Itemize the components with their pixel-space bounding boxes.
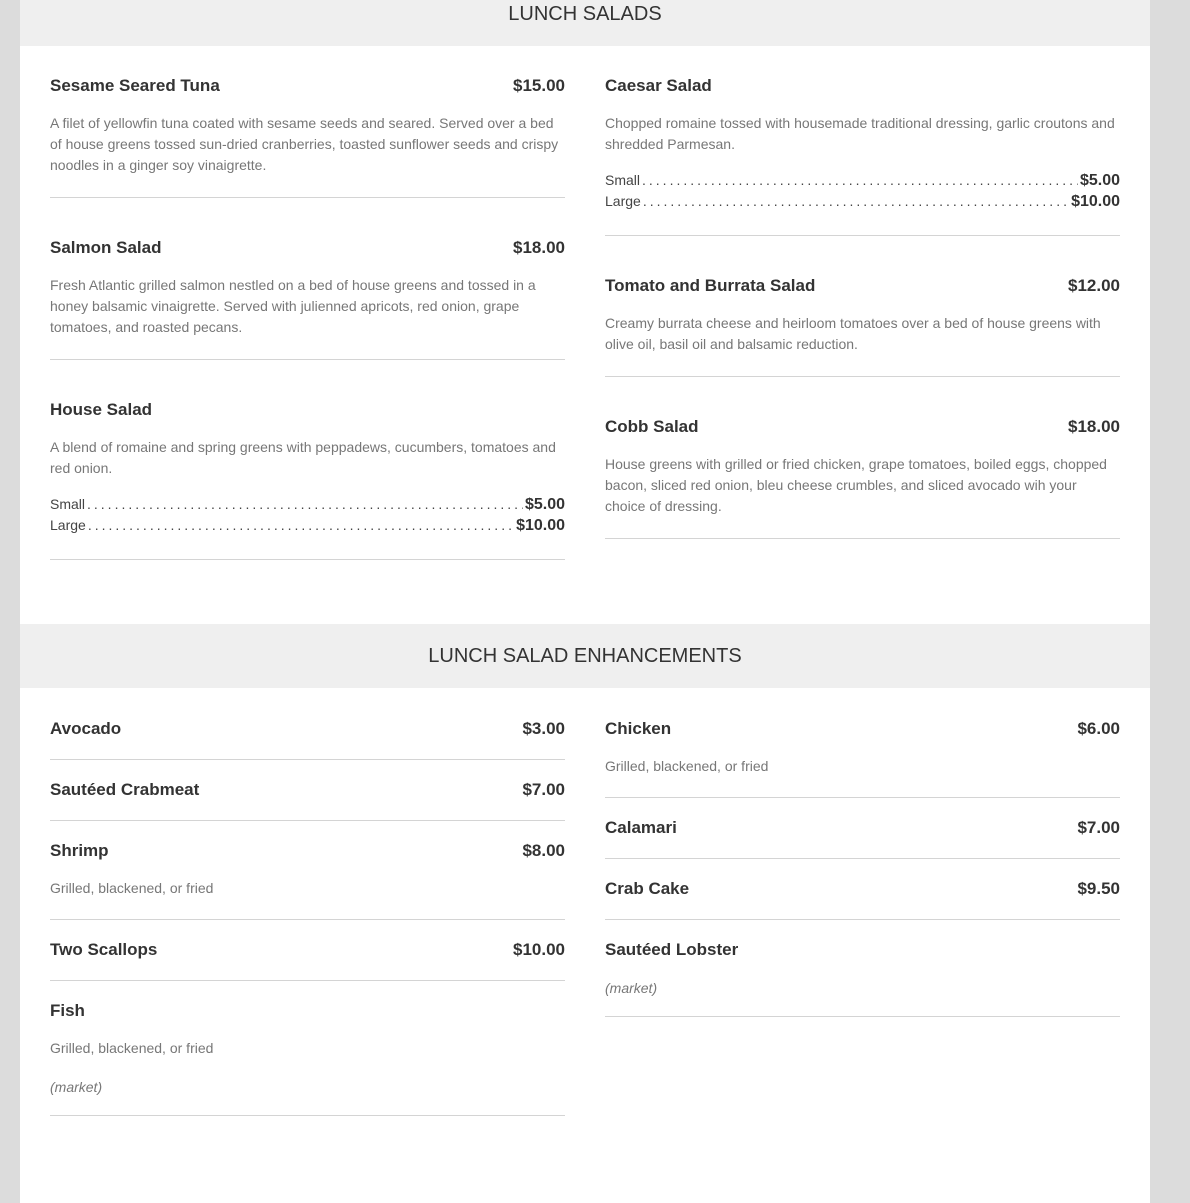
item-price: $18.00 bbox=[513, 238, 565, 257]
menu-item bbox=[50, 76, 565, 198]
size-options bbox=[50, 496, 565, 538]
item-name: Chicken bbox=[605, 719, 672, 738]
menu-item bbox=[50, 390, 565, 560]
menu-item bbox=[605, 940, 1120, 1017]
item-price: $8.00 bbox=[522, 841, 565, 860]
lunch-salads-section bbox=[20, 0, 1150, 590]
item-name: Crab Cake bbox=[605, 879, 690, 898]
item-description: Creamy burrata cheese and heirloom tomatoes over a bed of house greens with olive oil, basil oil and balsamic reduction. bbox=[605, 315, 1101, 352]
item-header bbox=[605, 76, 1120, 96]
size-options bbox=[605, 172, 1120, 214]
item-header bbox=[50, 719, 565, 739]
size-option-row bbox=[50, 496, 565, 517]
item-name: Avocado bbox=[50, 719, 122, 738]
size-price: $10.00 bbox=[516, 517, 565, 534]
item-header bbox=[50, 76, 565, 96]
item-price: $10.00 bbox=[513, 940, 565, 959]
market-price-note: (market) bbox=[605, 980, 658, 996]
item-header bbox=[605, 719, 1120, 739]
item-header bbox=[605, 417, 1120, 437]
item-price: $7.00 bbox=[522, 780, 565, 799]
left-column bbox=[50, 76, 565, 590]
menu-item bbox=[605, 76, 1120, 236]
item-name: Cobb Salad bbox=[605, 417, 699, 436]
market-price-note: (market) bbox=[50, 1079, 103, 1095]
dot-leader bbox=[88, 517, 514, 533]
item-name: House Salad bbox=[50, 400, 153, 419]
right-column bbox=[605, 76, 1120, 590]
item-name: Tomato and Burrata Salad bbox=[605, 276, 816, 295]
item-price: $9.50 bbox=[1077, 879, 1120, 898]
size-price: $10.00 bbox=[1071, 193, 1120, 210]
item-header bbox=[605, 276, 1120, 296]
size-option-row bbox=[605, 193, 1120, 214]
section-title: LUNCH SALAD ENHANCEMENTS bbox=[20, 624, 1150, 688]
item-description: Grilled, blackened, or fried bbox=[605, 758, 769, 774]
size-label: Large bbox=[605, 193, 641, 209]
item-price: $15.00 bbox=[513, 76, 565, 95]
item-price: $18.00 bbox=[1068, 417, 1120, 436]
item-price: $6.00 bbox=[1077, 719, 1120, 738]
menu-item bbox=[605, 266, 1120, 377]
menu-item bbox=[50, 780, 565, 821]
item-name: Salmon Salad bbox=[50, 238, 162, 257]
item-price: $7.00 bbox=[1077, 818, 1120, 837]
size-price: $5.00 bbox=[524, 496, 565, 513]
section-title: LUNCH SALADS bbox=[20, 0, 1150, 46]
item-description: House greens with grilled or fried chicken, grape tomatoes, boiled eggs, chopped bacon, sliced red onion, bleu cheese crumbles, and sliced avocado wih your choice of dressing. bbox=[605, 456, 1107, 514]
size-label: Small bbox=[50, 496, 86, 512]
item-name: Sautéed Crabmeat bbox=[50, 780, 200, 799]
menu-item bbox=[605, 407, 1120, 539]
menu-item bbox=[605, 879, 1120, 920]
dot-leader bbox=[87, 496, 523, 512]
menu-item bbox=[50, 719, 565, 760]
item-header bbox=[605, 818, 1120, 838]
item-price: $3.00 bbox=[522, 719, 565, 738]
item-header bbox=[605, 879, 1120, 899]
item-description: Grilled, blackened, or fried bbox=[50, 880, 214, 896]
item-description: Fresh Atlantic grilled salmon nestled on a bed of house greens and tossed in a honey balsamic vinaigrette. Served with julienned apricots, red onion, grape tomatoes, and roasted pecans. bbox=[50, 277, 536, 335]
menu-item bbox=[50, 940, 565, 981]
item-name: Sautéed Lobster bbox=[605, 940, 739, 959]
item-header bbox=[50, 1001, 565, 1021]
right-column bbox=[605, 719, 1120, 1136]
dot-leader bbox=[642, 172, 1078, 188]
enhancements-section bbox=[20, 624, 1150, 1136]
size-price: $5.00 bbox=[1079, 172, 1120, 189]
left-column bbox=[50, 719, 565, 1136]
item-description: A filet of yellowfin tuna coated with sesame seeds and seared. Served over a bed of house greens tossed sun-dried cranberries, toasted sunflower seeds and crispy noodles in a ginger soy vinaigrette. bbox=[50, 115, 559, 173]
item-name: Two Scallops bbox=[50, 940, 158, 959]
size-label: Small bbox=[605, 172, 641, 188]
dot-leader bbox=[643, 193, 1069, 209]
item-header bbox=[50, 841, 565, 861]
menu-item bbox=[605, 818, 1120, 859]
item-price: $12.00 bbox=[1068, 276, 1120, 295]
menu-item bbox=[605, 719, 1120, 798]
item-header bbox=[50, 400, 565, 420]
menu-item bbox=[50, 841, 565, 920]
menu-page bbox=[20, 0, 1150, 1203]
item-name: Sesame Seared Tuna bbox=[50, 76, 220, 95]
item-header bbox=[50, 940, 565, 960]
item-description: Grilled, blackened, or fried bbox=[50, 1040, 214, 1056]
size-option-row bbox=[50, 517, 565, 538]
item-name: Shrimp bbox=[50, 841, 109, 860]
item-name: Calamari bbox=[605, 818, 677, 837]
item-header bbox=[605, 940, 1120, 960]
item-header bbox=[50, 238, 565, 258]
menu-item bbox=[50, 1001, 565, 1116]
item-header bbox=[50, 780, 565, 800]
size-option-row bbox=[605, 172, 1120, 193]
item-description: Chopped romaine tossed with housemade traditional dressing, garlic croutons and shredded Parmesan. bbox=[605, 115, 1115, 152]
item-description: A blend of romaine and spring greens with peppadews, cucumbers, tomatoes and red onion. bbox=[50, 439, 556, 476]
item-name: Fish bbox=[50, 1001, 85, 1020]
size-label: Large bbox=[50, 517, 86, 533]
menu-item bbox=[50, 228, 565, 360]
item-name: Caesar Salad bbox=[605, 76, 712, 95]
